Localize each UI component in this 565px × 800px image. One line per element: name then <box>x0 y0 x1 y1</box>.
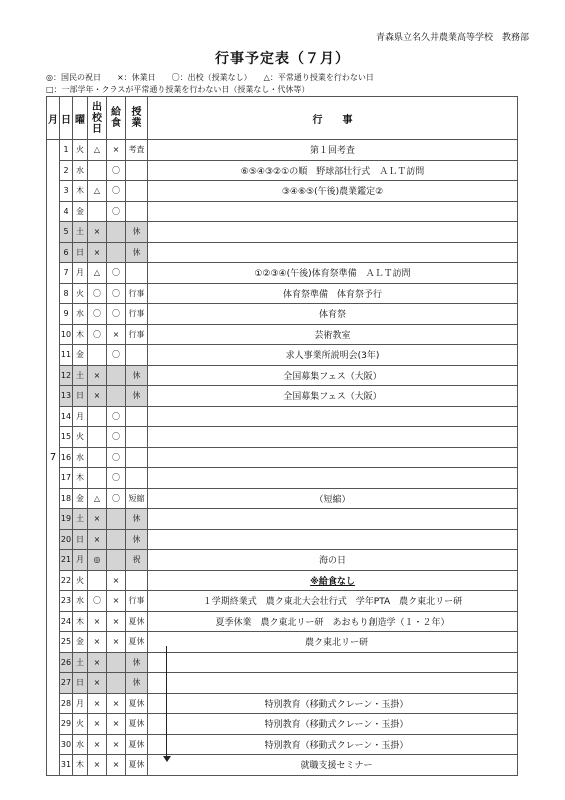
header-events: 行 事 <box>148 97 518 140</box>
event-text: 体育祭準備 体育祭予行 <box>282 289 382 300</box>
lunch-cell: × <box>107 714 126 735</box>
event-cell <box>148 488 518 509</box>
event-cell <box>148 652 518 673</box>
event-cell <box>148 755 518 776</box>
class-cell: 休 <box>126 242 148 263</box>
weekday-cell: 火 <box>73 570 88 591</box>
attendance-cell: 〇 <box>88 283 107 304</box>
attendance-cell: × <box>88 611 107 632</box>
attendance-cell: × <box>88 714 107 735</box>
attendance-cell <box>88 406 107 427</box>
table-row <box>47 304 518 325</box>
day-cell: 20 <box>60 529 73 550</box>
weekday-cell: 土 <box>73 222 88 243</box>
lunch-cell: × <box>107 611 126 632</box>
event-cell <box>148 324 518 345</box>
event-text: 就職支援セミナー <box>300 761 373 772</box>
day-cell: 16 <box>60 447 73 468</box>
attendance-cell <box>88 201 107 222</box>
lunch-cell <box>107 673 126 694</box>
event-text: ※給食なし <box>310 576 355 587</box>
event-cell <box>148 365 518 386</box>
event-text: ①②③④(午後)体育祭準備 ＡＬＴ訪問 <box>254 269 411 280</box>
event-cell <box>148 632 518 653</box>
attendance-cell <box>88 447 107 468</box>
weekday-cell: 火 <box>73 427 88 448</box>
weekday-cell: 木 <box>73 755 88 776</box>
day-cell: 25 <box>60 632 73 653</box>
day-cell: 7 <box>60 263 73 284</box>
header-weekday: 曜 <box>73 97 88 140</box>
lunch-cell: × <box>107 591 126 612</box>
attendance-cell: × <box>88 509 107 530</box>
event-cell <box>148 427 518 448</box>
table-row <box>47 324 518 345</box>
day-cell: 17 <box>60 468 73 489</box>
table-row <box>47 406 518 427</box>
table-row <box>47 447 518 468</box>
attendance-cell: × <box>88 632 107 653</box>
attendance-cell: × <box>88 734 107 755</box>
event-text: 全国募集フェス（大阪） <box>283 371 382 382</box>
event-cell <box>148 263 518 284</box>
weekday-cell: 月 <box>73 550 88 571</box>
event-text: 体育祭 <box>318 310 346 321</box>
class-cell: 考査 <box>126 140 148 161</box>
table-row <box>47 488 518 509</box>
table-header-row <box>47 97 518 140</box>
event-cell <box>148 160 518 181</box>
lunch-cell <box>107 529 126 550</box>
weekday-cell: 火 <box>73 714 88 735</box>
attendance-cell: × <box>88 755 107 776</box>
day-cell: 24 <box>60 611 73 632</box>
event-text: １学期終業式 農ク東北大会壮行式 学年PTA 農ク東北リー研 <box>202 597 463 608</box>
weekday-cell: 月 <box>73 693 88 714</box>
lunch-cell <box>107 509 126 530</box>
lunch-cell: 〇 <box>107 406 126 427</box>
attendance-cell: × <box>88 365 107 386</box>
class-cell <box>126 468 148 489</box>
table-row <box>47 201 518 222</box>
class-cell: 夏休 <box>126 734 148 755</box>
weekday-cell: 土 <box>73 652 88 673</box>
attendance-cell <box>88 570 107 591</box>
class-cell: 夏休 <box>126 693 148 714</box>
day-cell: 27 <box>60 673 73 694</box>
lunch-cell <box>107 365 126 386</box>
lunch-cell: × <box>107 324 126 345</box>
weekday-cell: 日 <box>73 529 88 550</box>
class-cell: 祝 <box>126 550 148 571</box>
day-cell: 2 <box>60 160 73 181</box>
weekday-cell: 月 <box>73 406 88 427</box>
event-cell <box>148 591 518 612</box>
class-cell: 休 <box>126 652 148 673</box>
attendance-cell: △ <box>88 181 107 202</box>
table-row <box>47 468 518 489</box>
month-cell: 7 <box>47 140 60 776</box>
attendance-cell: × <box>88 652 107 673</box>
event-cell <box>148 447 518 468</box>
class-cell: 行事 <box>126 591 148 612</box>
weekday-cell: 日 <box>73 673 88 694</box>
weekday-cell: 土 <box>73 365 88 386</box>
event-cell <box>148 386 518 407</box>
class-cell: 休 <box>126 509 148 530</box>
class-cell <box>126 201 148 222</box>
event-cell <box>148 406 518 427</box>
header-month: 月 <box>47 97 60 140</box>
class-cell: 夏休 <box>126 632 148 653</box>
event-cell <box>148 673 518 694</box>
table-row <box>47 693 518 714</box>
attendance-cell: × <box>88 386 107 407</box>
day-cell: 23 <box>60 591 73 612</box>
weekday-cell: 水 <box>73 734 88 755</box>
table-row <box>47 242 518 263</box>
class-cell: 夏休 <box>126 611 148 632</box>
day-cell: 5 <box>60 222 73 243</box>
class-cell: 休 <box>126 386 148 407</box>
table-row <box>47 529 518 550</box>
attendance-cell: △ <box>88 263 107 284</box>
attendance-cell: ◎ <box>88 550 107 571</box>
event-text: 求人事業所説明会(3年) <box>285 351 380 362</box>
event-cell <box>148 611 518 632</box>
event-cell <box>148 181 518 202</box>
class-cell <box>126 570 148 591</box>
event-text: 特別教育（移動式クレーン・玉掛） <box>264 720 409 731</box>
event-cell <box>148 529 518 550</box>
class-cell <box>126 263 148 284</box>
attendance-cell: × <box>88 222 107 243</box>
weekday-cell: 金 <box>73 632 88 653</box>
weekday-cell: 木 <box>73 324 88 345</box>
table-row <box>47 755 518 776</box>
attendance-cell: 〇 <box>88 304 107 325</box>
event-cell <box>148 222 518 243</box>
event-cell <box>148 693 518 714</box>
day-cell: 28 <box>60 693 73 714</box>
table-row <box>47 550 518 571</box>
table-row <box>47 140 518 161</box>
table-row <box>47 632 518 653</box>
weekday-cell: 月 <box>73 263 88 284</box>
lunch-cell <box>107 242 126 263</box>
table-row <box>47 365 518 386</box>
weekday-cell: 日 <box>73 386 88 407</box>
weekday-cell: 水 <box>73 160 88 181</box>
weekday-cell: 金 <box>73 345 88 366</box>
class-cell <box>126 181 148 202</box>
class-cell <box>126 447 148 468</box>
schedule-table <box>46 96 518 776</box>
class-cell: 休 <box>126 222 148 243</box>
lunch-cell: 〇 <box>107 427 126 448</box>
day-cell: 22 <box>60 570 73 591</box>
event-cell <box>148 570 518 591</box>
lunch-cell: 〇 <box>107 283 126 304</box>
header-lunch: 給 食 <box>107 97 126 140</box>
event-cell <box>148 242 518 263</box>
event-cell <box>148 509 518 530</box>
weekday-cell: 金 <box>73 488 88 509</box>
table-row <box>47 222 518 243</box>
class-cell: 行事 <box>126 283 148 304</box>
event-cell <box>148 345 518 366</box>
attendance-cell: × <box>88 693 107 714</box>
class-cell: 夏休 <box>126 755 148 776</box>
lunch-cell: 〇 <box>107 468 126 489</box>
lunch-cell: × <box>107 570 126 591</box>
day-cell: 31 <box>60 755 73 776</box>
event-cell <box>148 201 518 222</box>
day-cell: 21 <box>60 550 73 571</box>
continuation-line <box>166 646 167 759</box>
day-cell: 9 <box>60 304 73 325</box>
event-cell <box>148 304 518 325</box>
attendance-cell: △ <box>88 140 107 161</box>
event-text: 農ク東北リー研 <box>304 638 368 649</box>
day-cell: 19 <box>60 509 73 530</box>
attendance-cell <box>88 468 107 489</box>
class-cell: 夏休 <box>126 714 148 735</box>
attendance-cell: × <box>88 242 107 263</box>
table-row <box>47 345 518 366</box>
lunch-cell <box>107 386 126 407</box>
event-text: 特別教育（移動式クレーン・玉掛） <box>264 699 409 710</box>
day-cell: 8 <box>60 283 73 304</box>
attendance-cell: × <box>88 673 107 694</box>
day-cell: 14 <box>60 406 73 427</box>
table-row <box>47 181 518 202</box>
event-text: （短縮） <box>314 494 351 505</box>
day-cell: 3 <box>60 181 73 202</box>
event-cell <box>148 140 518 161</box>
attendance-cell: 〇 <box>88 324 107 345</box>
table-row <box>47 652 518 673</box>
weekday-cell: 火 <box>73 140 88 161</box>
lunch-cell <box>107 652 126 673</box>
event-text: ③④⑥⑤(午後)農業鑑定② <box>281 187 384 198</box>
table-row <box>47 714 518 735</box>
class-cell: 休 <box>126 365 148 386</box>
event-text: 芸術教室 <box>314 330 351 341</box>
page-title: 行事予定表（７月） <box>215 51 350 67</box>
class-cell <box>126 160 148 181</box>
class-cell: 短縮 <box>126 488 148 509</box>
event-cell <box>148 283 518 304</box>
legend-line-2: □：一部学年・クラスが平常通り授業を行わない日（授業なし・代休等） <box>46 85 310 94</box>
class-cell <box>126 345 148 366</box>
event-text: 夏季休業 農ク東北リー研 あおもり創造学（１・２年） <box>215 617 450 628</box>
lunch-cell: 〇 <box>107 488 126 509</box>
lunch-cell: 〇 <box>107 201 126 222</box>
lunch-cell: 〇 <box>107 181 126 202</box>
down-arrow-icon <box>163 756 171 762</box>
table-row <box>47 570 518 591</box>
day-cell: 10 <box>60 324 73 345</box>
lunch-cell: × <box>107 734 126 755</box>
class-cell <box>126 406 148 427</box>
day-cell: 26 <box>60 652 73 673</box>
weekday-cell: 水 <box>73 304 88 325</box>
event-cell <box>148 468 518 489</box>
weekday-cell: 金 <box>73 201 88 222</box>
event-text: 特別教育（移動式クレーン・玉掛） <box>264 740 409 751</box>
table-row <box>47 386 518 407</box>
table-row <box>47 160 518 181</box>
lunch-cell: 〇 <box>107 304 126 325</box>
day-cell: 11 <box>60 345 73 366</box>
day-cell: 29 <box>60 714 73 735</box>
weekday-cell: 木 <box>73 468 88 489</box>
weekday-cell: 木 <box>73 181 88 202</box>
weekday-cell: 水 <box>73 591 88 612</box>
weekday-cell: 木 <box>73 611 88 632</box>
day-cell: 1 <box>60 140 73 161</box>
lunch-cell: 〇 <box>107 447 126 468</box>
lunch-cell: 〇 <box>107 345 126 366</box>
table-row <box>47 734 518 755</box>
event-cell <box>148 714 518 735</box>
class-cell: 行事 <box>126 304 148 325</box>
lunch-cell: × <box>107 755 126 776</box>
day-cell: 15 <box>60 427 73 448</box>
class-cell: 休 <box>126 673 148 694</box>
header-class: 授 業 <box>126 97 148 140</box>
lunch-cell <box>107 550 126 571</box>
event-cell <box>148 550 518 571</box>
table-row <box>47 591 518 612</box>
attendance-cell <box>88 345 107 366</box>
weekday-cell: 日 <box>73 242 88 263</box>
day-cell: 12 <box>60 365 73 386</box>
day-cell: 18 <box>60 488 73 509</box>
table-row <box>47 673 518 694</box>
attendance-cell: △ <box>88 488 107 509</box>
class-cell: 休 <box>126 529 148 550</box>
legend-line-1: ◎：国民の祝日 ×：休業日 〇：出校（授業なし） △：平常通り授業を行わない日 <box>46 73 374 82</box>
table-row <box>47 283 518 304</box>
class-cell <box>126 427 148 448</box>
organization-name: 青森県立名久井農業高等学校 教務部 <box>375 33 529 43</box>
class-cell: 行事 <box>126 324 148 345</box>
attendance-cell <box>88 160 107 181</box>
lunch-cell <box>107 222 126 243</box>
table-row <box>47 611 518 632</box>
event-cell <box>148 734 518 755</box>
day-cell: 4 <box>60 201 73 222</box>
day-cell: 6 <box>60 242 73 263</box>
event-text: ⑥⑤④③②①の順 野球部壮行式 ＡＬＴ訪問 <box>240 166 425 177</box>
lunch-cell: 〇 <box>107 263 126 284</box>
lunch-cell: × <box>107 632 126 653</box>
attendance-cell: 〇 <box>88 591 107 612</box>
day-cell: 13 <box>60 386 73 407</box>
weekday-cell: 水 <box>73 447 88 468</box>
table-row <box>47 263 518 284</box>
weekday-cell: 火 <box>73 283 88 304</box>
day-cell: 30 <box>60 734 73 755</box>
event-text: 第１回考査 <box>309 146 355 157</box>
header-attendance: 出 校 日 <box>88 97 107 140</box>
table-row <box>47 427 518 448</box>
attendance-cell <box>88 427 107 448</box>
lunch-cell: 〇 <box>107 160 126 181</box>
lunch-cell: × <box>107 693 126 714</box>
header-day: 日 <box>60 97 73 140</box>
table-row <box>47 509 518 530</box>
attendance-cell: × <box>88 529 107 550</box>
event-text: 海の日 <box>318 556 346 567</box>
event-text: 全国募集フェス（大阪） <box>283 392 382 403</box>
lunch-cell: × <box>107 140 126 161</box>
weekday-cell: 土 <box>73 509 88 530</box>
